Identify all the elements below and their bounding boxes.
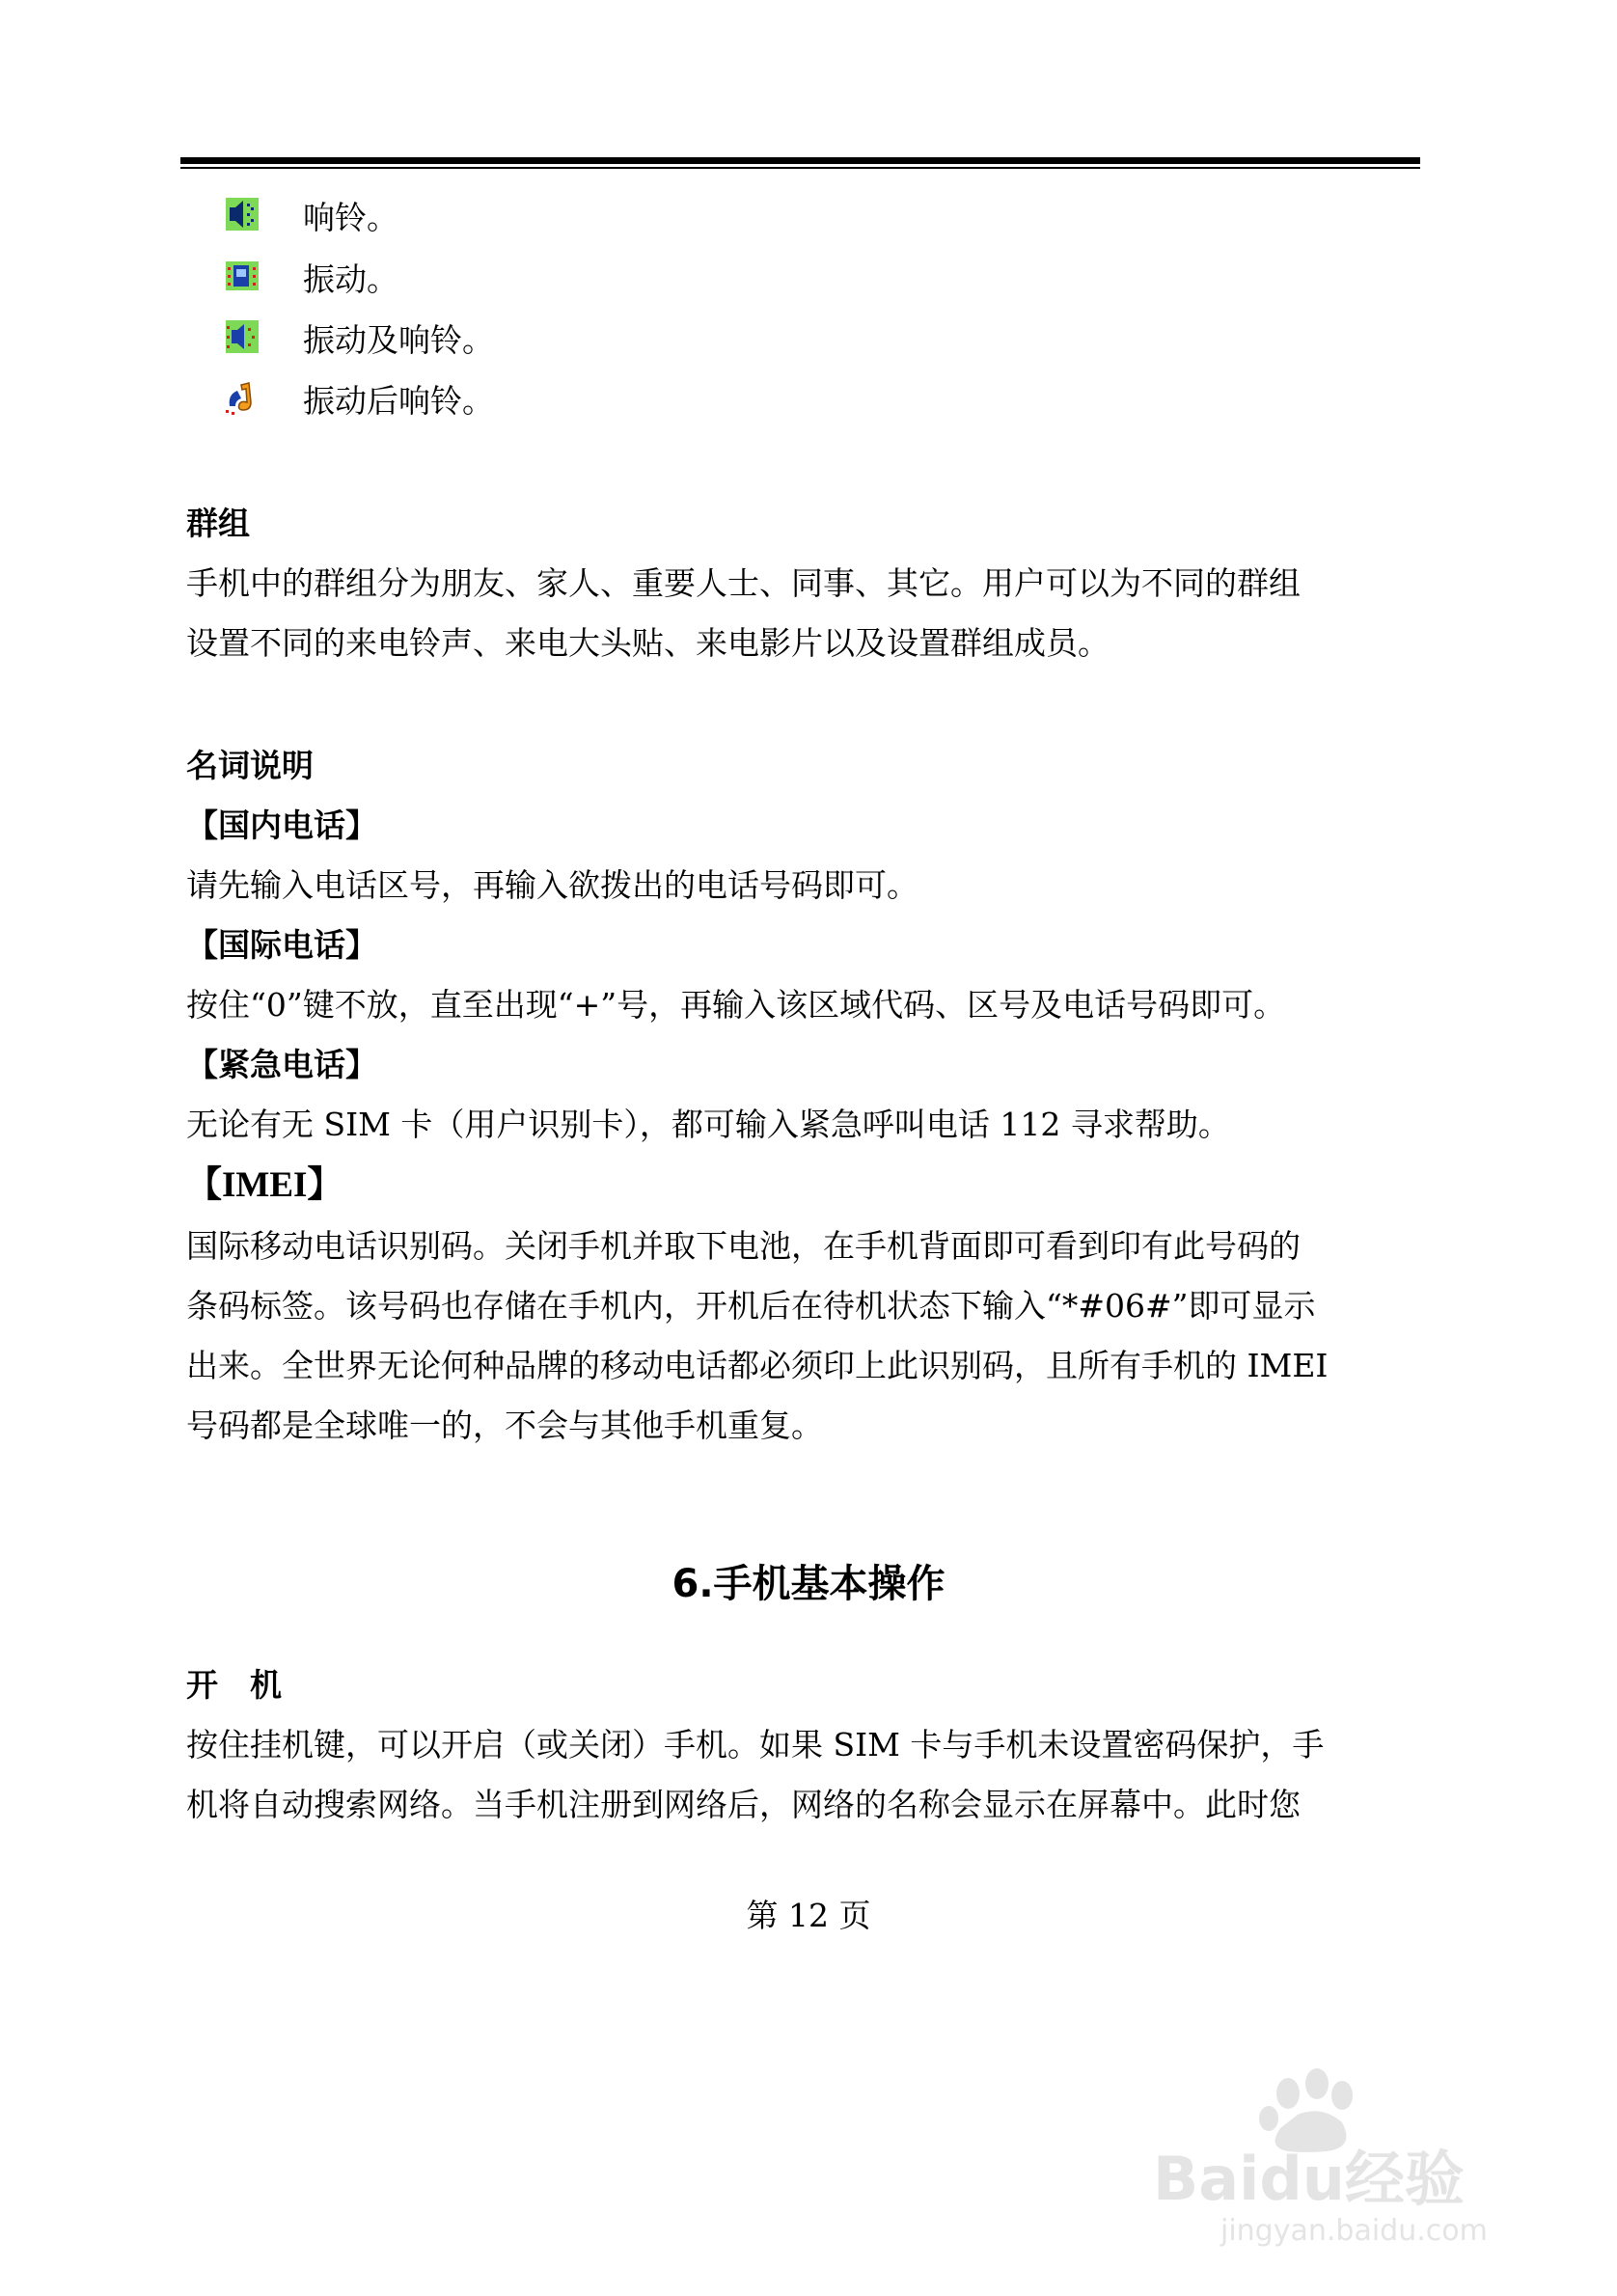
header-rule <box>180 157 1420 164</box>
paw-logo-icon <box>1259 2068 1353 2152</box>
vibrate-icon <box>220 256 262 298</box>
watermark-url: jingyan.baidu.com <box>1220 2214 1488 2248</box>
groups-text-line: 手机中的群组分为朋友、家人、重要人士、同事、其它。用户可以为不同的群组 <box>186 564 1301 602</box>
domestic-call-text: 请先输入电话区号，再输入欲拨出的电话号码即可。 <box>186 866 918 904</box>
watermark-brand: Baidu经验 <box>1153 2144 1465 2214</box>
legend-label: 振动。 <box>303 260 398 298</box>
legend-row-ring <box>220 191 398 239</box>
baidu-watermark <box>1153 2055 1539 2248</box>
domestic-call-title: 【国内电话】 <box>186 806 377 844</box>
legend-row-vibrate-then-ring <box>220 374 494 423</box>
imei-text-line: 号码都是全球唯一的，不会与其他手机重复。 <box>186 1407 823 1444</box>
glossary-section <box>186 736 1431 1456</box>
power-on-text-line: 机将自动搜索网络。当手机注册到网络后，网络的名称会显示在屏幕中。此时您 <box>186 1786 1301 1823</box>
power-on-section <box>186 1655 1431 1835</box>
groups-heading: 群组 <box>186 505 250 542</box>
groups-text-line: 设置不同的来电铃声、来电大头贴、来电影片以及设置群组成员。 <box>186 624 1110 662</box>
legend-label: 响铃。 <box>303 198 398 236</box>
page-number: 第 12 页 <box>746 1897 871 1934</box>
legend-label: 振动后响铃。 <box>303 381 494 420</box>
international-call-text: 按住“0”键不放，直至出现“+”号，再输入该区域代码、区号及电话号码即可。 <box>186 986 1286 1024</box>
groups-section <box>186 494 1431 673</box>
power-on-text-line: 按住挂机键，可以开启（或关闭）手机。如果 SIM 卡与手机未设置密码保护，手 <box>186 1726 1325 1763</box>
legend-label: 振动及响铃。 <box>303 320 494 359</box>
legend-row-vibrate <box>220 253 398 301</box>
international-call-title: 【国际电话】 <box>186 926 377 964</box>
legend-row-vibrate-ring <box>220 314 494 362</box>
imei-text-line: 条码标签。该号码也存储在手机内，开机后在待机状态下输入“*#06#”即可显示 <box>186 1287 1316 1325</box>
emergency-call-text: 无论有无 SIM 卡（用户识别卡），都可输入紧急呼叫电话 112 寻求帮助。 <box>186 1106 1230 1143</box>
vibrate-then-ring-icon <box>220 377 262 420</box>
speaker-ring-icon <box>220 194 262 236</box>
imei-text-line: 出来。全世界无论何种品牌的移动电话都必须印上此识别码，且所有手机的 IMEI <box>186 1347 1329 1384</box>
imei-text-line: 国际移动电话识别码。关闭手机并取下电池，在手机背面即可看到印有此号码的 <box>186 1227 1301 1265</box>
glossary-heading: 名词说明 <box>186 747 314 784</box>
speaker-vibrate-icon <box>220 316 262 359</box>
imei-title: 【IMEI】 <box>186 1165 343 1205</box>
chapter-title: 6.手机基本操作 <box>671 1562 946 1606</box>
emergency-call-title: 【紧急电话】 <box>186 1046 377 1083</box>
header-rule-thin <box>180 167 1420 169</box>
power-on-heading: 开 机 <box>186 1666 282 1704</box>
